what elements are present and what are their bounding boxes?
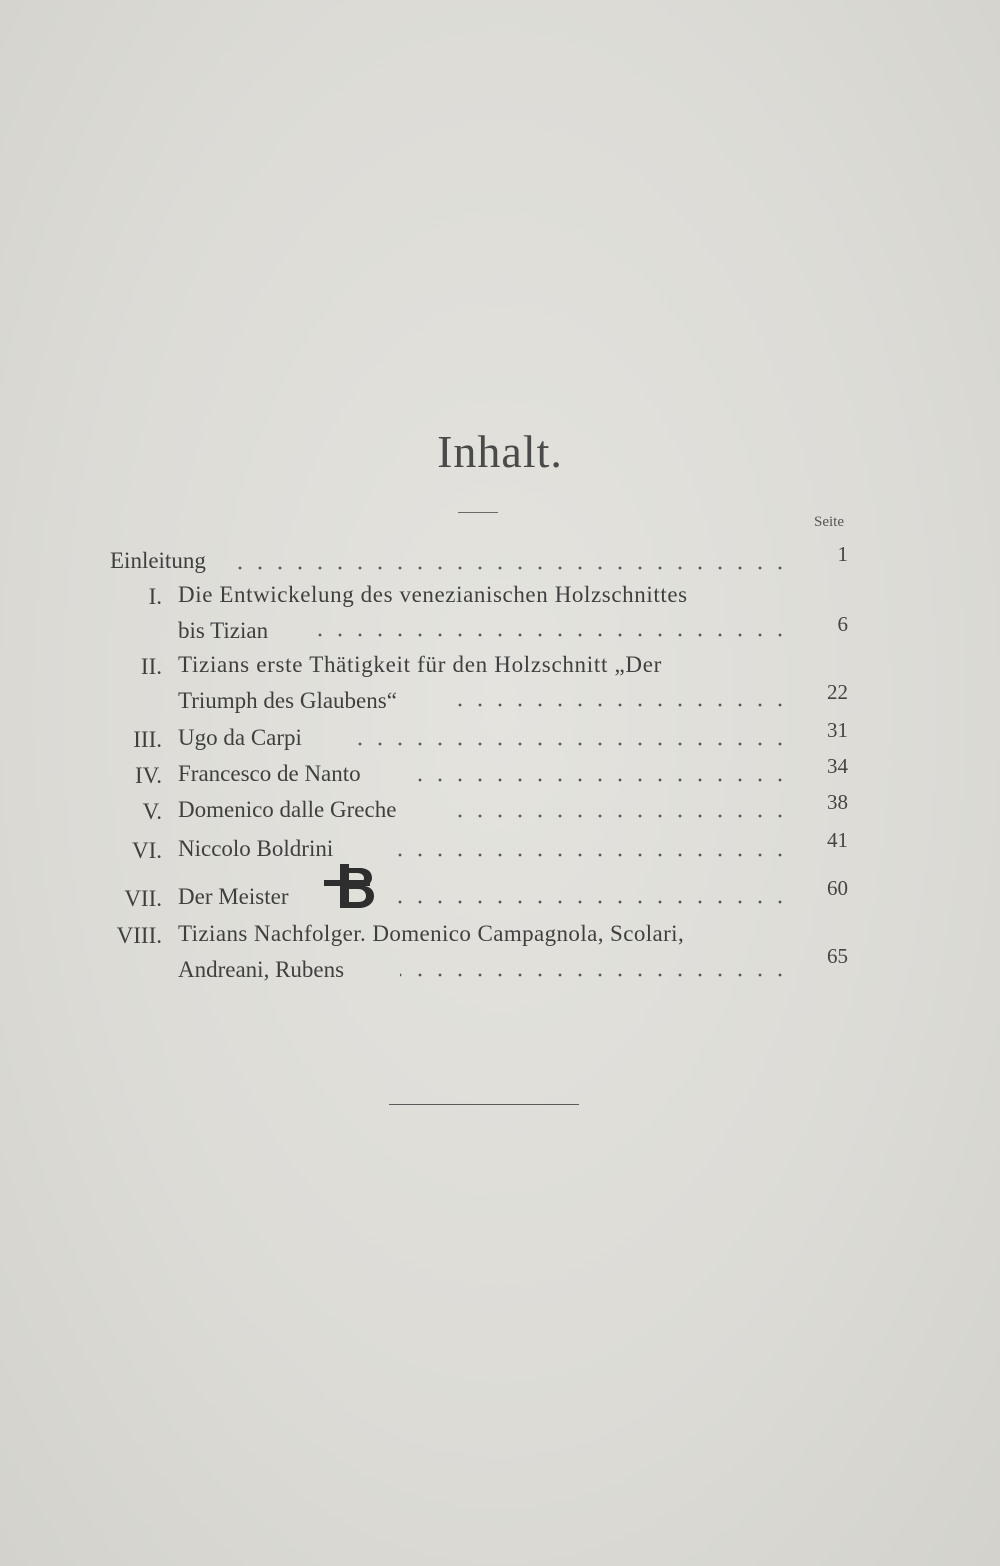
toc-numeral: VI. xyxy=(131,838,162,863)
title-divider xyxy=(458,512,498,513)
toc-page-number: 65 xyxy=(827,944,848,968)
toc-numeral: I. xyxy=(148,584,162,609)
toc-entry-text: Die Entwickelung des venezianischen Holzschnittes xyxy=(178,582,688,607)
toc-page-number: 41 xyxy=(827,828,848,852)
toc-page-number: 6 xyxy=(837,612,848,636)
dot-leader xyxy=(390,850,790,860)
page-column-header: Seite xyxy=(814,514,844,530)
dot-leader xyxy=(350,739,790,749)
toc-entry-text: Francesco de Nanto xyxy=(178,761,361,786)
toc-page-number: 22 xyxy=(827,680,848,704)
dot-leader xyxy=(450,700,790,710)
toc-page-number: 34 xyxy=(827,754,848,778)
dot-leader xyxy=(310,630,790,640)
dot-leader xyxy=(382,897,790,907)
dot-leader xyxy=(450,811,790,821)
toc-entry-text-continued: Triumph des Glaubens“ xyxy=(178,688,397,713)
toc-numeral: VII. xyxy=(124,886,162,911)
toc-numeral: V. xyxy=(142,799,162,824)
toc-entry-text: Domenico dalle Greche xyxy=(178,797,397,822)
dot-leader xyxy=(410,775,790,785)
toc-entry-text-continued: Andreani, Rubens xyxy=(178,957,345,982)
closing-divider xyxy=(389,1104,579,1105)
dot-leader xyxy=(400,970,790,980)
toc-entry-text: Der Meister xyxy=(178,884,289,909)
page-title: Inhalt. xyxy=(437,426,563,477)
toc-entry-text: Einleitung xyxy=(110,548,206,573)
toc-numeral: III. xyxy=(133,727,162,752)
toc-entry-text-continued: bis Tizian xyxy=(178,618,269,643)
toc-numeral: VIII. xyxy=(116,923,162,948)
master-b-monogram-icon xyxy=(318,862,374,916)
toc-entry-text: Tizians Nachfolger. Domenico Campagnola, Scolari, xyxy=(178,921,685,946)
toc-numeral: IV. xyxy=(134,763,162,788)
toc-page-number: 38 xyxy=(827,790,848,814)
toc-entry-text: Niccolo Boldrini xyxy=(178,836,334,861)
toc-page-number: 31 xyxy=(827,718,848,742)
toc-page-number: 60 xyxy=(827,876,848,900)
toc-entry-text: Tizians erste Thätigkeit für den Holzschnitt „Der xyxy=(178,652,662,677)
toc-page-number: 1 xyxy=(837,542,848,566)
dot-leader xyxy=(238,563,790,573)
toc-entry-text: Ugo da Carpi xyxy=(178,725,302,750)
toc-numeral: II. xyxy=(140,654,162,679)
